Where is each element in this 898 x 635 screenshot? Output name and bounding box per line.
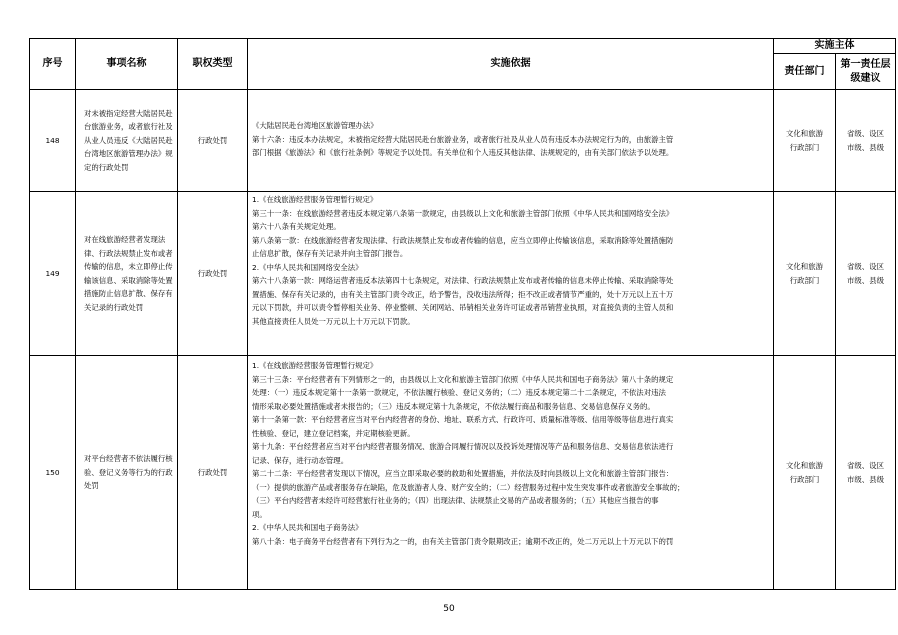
basis-line: 记录、保存，进行动态管理。	[252, 455, 349, 465]
row-seq: 150	[30, 356, 76, 590]
basis-line: 1.《在线旅游经营服务管理暂行规定》	[252, 195, 378, 204]
basis-line: 第二十二条：平台经营者发现以下情况，应当立即采取必要的救助和处置措施，并依法及时向县级以上文化和旅游主管部门报告：	[252, 469, 674, 478]
header-dept: 责任部门	[774, 54, 836, 90]
row-basis	[248, 192, 774, 356]
basis-line: 第三十一条：在线旅游经营者违反本规定第八条第一款规定，由县级以上文化和旅游主管部门依照《中华人民共和国网络安全法》	[252, 208, 674, 218]
matters-table	[29, 38, 896, 590]
basis-line: 止信息扩散，保存有关记录并向主管部门报告。	[252, 249, 408, 258]
basis-line: 第八条第一款：在线旅游经营者发现法律、行政法规禁止发布或者传输的信息，应当立即停止传输该信息，采取消除等处置措施防	[252, 235, 674, 245]
row-item-name: 对未被指定经营大陆居民赴台旅游业务，或者旅行社及从业人员违反《大陆居民赴台湾地区旅游管理办法》规定的行政处罚	[76, 90, 178, 192]
basis-line: 第三十三条：平台经营者有下列情形之一的，由县级以上文化和旅游主管部门依照《中华人民共和国电子商务法》第八十条的规定	[252, 374, 674, 384]
header-item-name: 事项名称	[76, 39, 178, 90]
basis-line: 第十九条：平台经营者应当对平台内经营者服务情况、旅游合同履行情况以及投诉处理情况等产品和服务信息、交易信息依法进行	[252, 442, 674, 451]
basis-line: 置措施、保存有关记录的，由有关主管部门责令改正，给予警告，没收违法所得；拒不改正或者情节严重的，处十万元以上五十万	[252, 289, 674, 299]
row-power-type: 行政处罚	[178, 90, 248, 192]
row-basis	[248, 356, 774, 590]
row-dept: 文化和旅游行政部门	[774, 90, 836, 192]
page-number: 50	[443, 604, 455, 614]
basis-line: 第六十八条第一款：网络运营者违反本法第四十七条规定，对法律、行政法规禁止发布或者传输的信息未停止传输、采取消除等处	[252, 276, 674, 285]
basis-line: 《大陆居民赴台湾地区旅游管理办法》	[252, 121, 378, 130]
basis-line: （一）提供的旅游产品或者服务存在缺陷，危及旅游者人身、财产安全的；（二）经营服务过程中发生突发事件或者旅游安全事故的；	[252, 482, 685, 492]
table-row	[30, 356, 896, 590]
basis-line: 部门根据《旅游法》和《旅行社条例》等规定予以处罚。有关单位和个人违反其他法律、法规规定的，由有关部门依法予以处理。	[252, 148, 674, 157]
basis-line: 处理：（一）违反本规定第十一条第一款规定，不依法履行核验、登记义务的；（二）违反本规定第二十二条规定，不依法对违法	[252, 388, 666, 397]
row-seq: 148	[30, 90, 76, 192]
row-level: 省级、设区市级、县级	[836, 90, 896, 192]
header-seq: 序号	[30, 39, 76, 90]
row-power-type: 行政处罚	[178, 192, 248, 356]
basis-line: 元以下罚款，并可以责令暂停相关业务、停业整顿、关闭网站、吊销相关业务许可证或者吊销营业执照，对直接负责的主管人员和	[252, 303, 674, 312]
row-basis	[248, 90, 774, 192]
basis-line: 项。	[252, 509, 267, 519]
table-row	[30, 192, 896, 356]
basis-line: 第六十八条有关规定处理。	[252, 222, 341, 231]
basis-line: （三）平台内经营者未经许可经营旅行社业务的；（四）出现法律、法规禁止交易的产品或者服务的；（五）其他应当报告的事	[252, 496, 659, 505]
row-level: 省级、设区市级、县级	[836, 192, 896, 356]
row-item-name: 对平台经营者不依法履行核验、登记义务等行为的行政处罚	[76, 356, 178, 590]
basis-line: 2.《中华人民共和国电子商务法》	[252, 523, 363, 532]
row-dept: 文化和旅游行政部门	[774, 192, 836, 356]
basis-line: 第十六条：违反本办法规定，未被指定经营大陆居民赴台旅游业务，或者旅行社及从业人员有违反本办法规定行为的，由旅游主管	[252, 134, 674, 144]
basis-line: 情形采取必要处置措施或者未报告的；（三）违反本规定第十九条规定，不依法履行商品和服务信息、交易信息保存义务的。	[252, 401, 655, 411]
header-subject: 实施主体	[774, 39, 896, 54]
basis-line: 第十一条第一款：平台经营者应当对平台内经营者的身份、地址、联系方式、行政许可、质量标准等级、信用等级等信息进行真实	[252, 415, 674, 424]
basis-line: 1.《在线旅游经营服务管理暂行规定》	[252, 361, 378, 370]
header-basis: 实施依据	[248, 39, 774, 90]
row-level: 省级、设区市级、县级	[836, 356, 896, 590]
basis-line: 2.《中华人民共和国网络安全法》	[252, 262, 363, 272]
basis-line: 第八十条：电子商务平台经营者有下列行为之一的，由有关主管部门责令限期改正；逾期不改正的，处二万元以上十万元以下的罚	[252, 536, 674, 546]
row-power-type: 行政处罚	[178, 356, 248, 590]
table-row	[30, 90, 896, 192]
basis-line: 性核验、登记，建立登记档案，并定期核验更新。	[252, 428, 415, 438]
row-seq: 149	[30, 192, 76, 356]
basis-line: 其他直接责任人员处一万元以上十万元以下罚款。	[252, 316, 415, 326]
row-dept: 文化和旅游行政部门	[774, 356, 836, 590]
row-item-name: 对在线旅游经营者发现法律、行政法规禁止发布或者传输的信息，未立即停止传输该信息、采取消除等处置措施防止信息扩散、保存有关记录的行政处罚	[76, 192, 178, 356]
header-power-type: 职权类型	[178, 39, 248, 90]
header-level: 第一责任层级建议	[836, 54, 896, 90]
